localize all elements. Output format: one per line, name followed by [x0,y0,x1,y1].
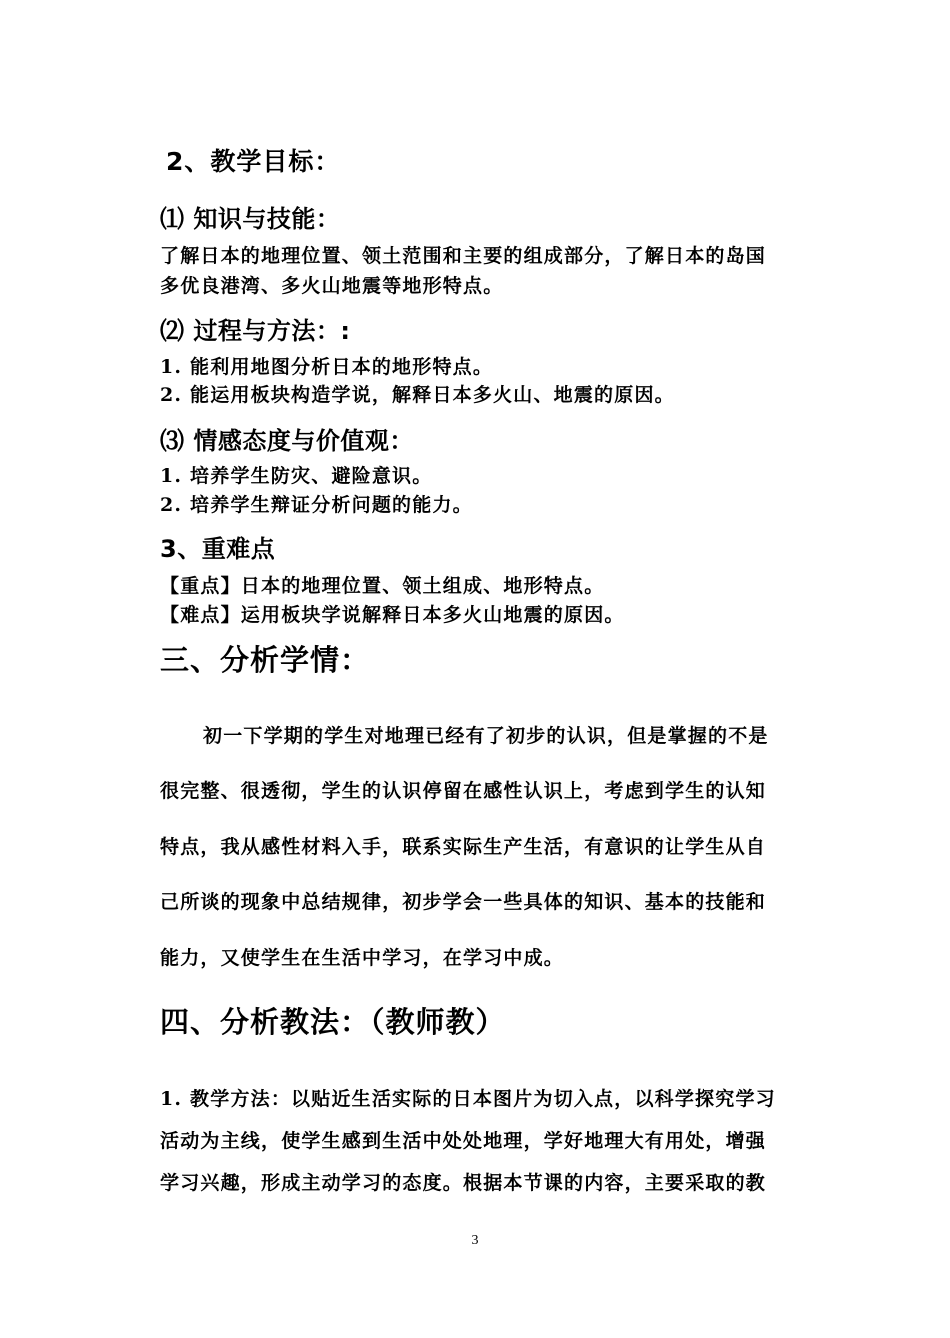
process-heading: ⑵ 过程与方法：: [160,317,351,345]
knowledge-line: 了解日本的地理位置、领土范围和主要的组成部分，了解日本的岛国 [160,245,767,267]
students-paragraph-line: 能力，又使学生在生活中学习，在学习中成。 [160,947,565,969]
methods-paragraph-line: 学习兴趣，形成主动学习的态度。根据本节课的内容，主要采取的教 [160,1172,767,1194]
page-number: 3 [471,1233,479,1248]
students-paragraph-line: 很完整、很透彻，学生的认识停留在感性认识上，考虑到学生的认知 [160,780,767,802]
difficult-point-line: 【难点】运用板块学说解释日本多火山地震的原因。 [160,604,625,626]
attitude-heading: ⑶ 情感态度与价值观： [160,427,414,455]
key-points-heading: 3、重难点 [160,535,276,563]
knowledge-line: 多优良港湾、多火山地震等地形特点。 [160,275,504,297]
key-point-line: 【重点】日本的地理位置、领土组成、地形特点。 [160,575,605,597]
process-line: 2. 能运用板块构造学说，解释日本多火山、地震的原因。 [160,384,675,406]
students-heading: 三、分析学情： [160,643,371,677]
students-paragraph-line: 初一下学期的学生对地理已经有了初步的认识，但是掌握的不是 [203,725,769,747]
knowledge-heading: ⑴ 知识与技能： [160,205,341,233]
methods-heading: 四、分析教法：（教师教） [160,1005,506,1039]
methods-paragraph-line: 1. 教学方法：以贴近生活实际的日本图片为切入点，以科学探究学习 [160,1088,776,1110]
students-paragraph-line: 己所谈的现象中总结规律，初步学会一些具体的知识、基本的技能和 [160,891,767,913]
students-paragraph-line: 特点，我从感性材料入手，联系实际生产生活，有意识的让学生从自 [160,836,767,858]
methods-paragraph-line: 活动为主线，使学生感到生活中处处地理，学好地理大有用处，增强 [160,1130,767,1152]
attitude-line: 1. 培养学生防灾、避险意识。 [160,465,433,487]
attitude-line: 2. 培养学生辩证分析问题的能力。 [160,494,473,516]
process-line: 1. 能利用地图分析日本的地形特点。 [160,356,494,378]
objectives-heading: 2、教学目标： [166,147,341,176]
